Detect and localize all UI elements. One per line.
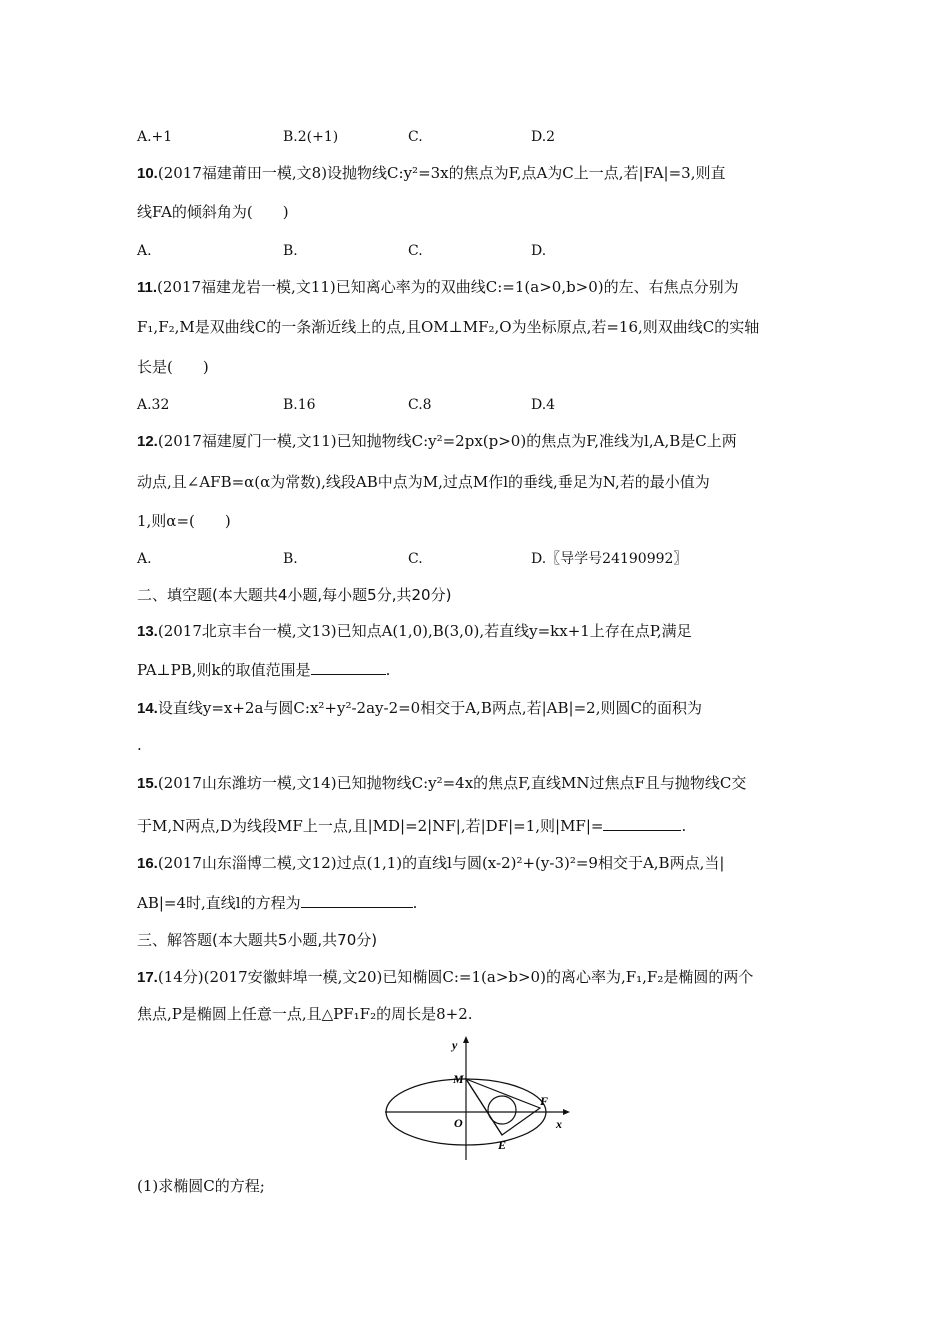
q14-line2: . xyxy=(137,736,142,754)
triangle-mfe xyxy=(466,1079,540,1135)
q11-line1 xyxy=(137,277,817,298)
q11-option-d: D.4 xyxy=(531,397,556,413)
section-solution-title: 三、解答题(本大题共5小题,共70分) xyxy=(137,931,378,949)
x-axis-arrow xyxy=(563,1109,570,1115)
q9-option-d: D.2 xyxy=(531,129,556,145)
q12-text1: (2017福建厦门一模,文11)已知抛物线C:y²=2px(p>0)的焦点为F,准线为l,A,B是C上两 xyxy=(157,432,737,450)
q13-text1: (2017北京丰台一模,文13)已知点A(1,0),B(3,0),若直线y=kx+1上存在点P,满足 xyxy=(157,622,692,640)
segment-me xyxy=(466,1079,502,1135)
q13-line2 xyxy=(137,660,817,680)
ellipse-diagram xyxy=(380,1035,580,1165)
q16-text1: (2017山东淄博二模,文12)过点(1,1)的直线l与圆(x-2)²+(y-3)²=9相交于A,B两点,当| xyxy=(157,854,725,872)
q12-number: 12. xyxy=(137,433,158,450)
q11-text1: (2017福建龙岩一模,文11)已知离心率为的双曲线C:=1(a>0,b>0)的左、右焦点分别为 xyxy=(157,278,739,296)
q10-option-d: D. xyxy=(531,243,547,259)
q15-answer-blank[interactable] xyxy=(603,816,681,831)
label-y: y xyxy=(452,1038,458,1052)
label-e: E xyxy=(498,1138,507,1152)
q17-number: 17. xyxy=(137,969,158,986)
q13-answer-blank[interactable] xyxy=(311,660,386,675)
q10-option-b: B. xyxy=(283,243,298,259)
q10-option-c: C. xyxy=(408,243,423,259)
q13-period: . xyxy=(385,661,391,679)
label-x: x xyxy=(556,1117,562,1131)
q11-line3: 长是( ) xyxy=(137,358,209,376)
q17-line1 xyxy=(137,967,817,988)
q12-option-c: C. xyxy=(408,551,423,567)
q15-text2: 于M,N两点,D为线段MF上一点,且|MD|=2|NF|,若|DF|=1,则|MF|= xyxy=(137,817,604,835)
q11-option-c: C.8 xyxy=(408,397,432,413)
q10-text1: (2017福建莆田一模,文8)设抛物线C:y²=3x的焦点为F,点A为C上一点,若|FA|=3,则直 xyxy=(157,164,726,182)
q11-line2: F₁,F₂,M是双曲线C的一条渐近线上的点,且OM⊥MF₂,O为坐标原点,若=16,则双曲线C的实轴 xyxy=(137,318,760,336)
q17-part1: (1)求椭圆C的方程; xyxy=(137,1177,265,1195)
ellipse-figure xyxy=(380,1035,580,1169)
q16-period: . xyxy=(412,894,418,912)
q15-period: . xyxy=(681,817,687,835)
q12-line2: 动点,且∠AFB=α(α为常数),线段AB中点为M,过点M作l的垂线,垂足为N,若的最小值为 xyxy=(137,473,710,491)
q14-line1 xyxy=(137,698,817,719)
label-m: M xyxy=(453,1072,464,1086)
q9-option-b: B.2(+1) xyxy=(283,129,339,145)
q10-line1 xyxy=(137,163,817,184)
q16-text2: AB|=4时,直线l的方程为 xyxy=(137,894,301,912)
incircle xyxy=(488,1096,516,1124)
q13-line1 xyxy=(137,621,817,642)
q15-line1 xyxy=(137,773,817,794)
y-axis-arrow xyxy=(463,1036,469,1043)
q11-option-a: A.32 xyxy=(137,397,170,413)
q10-number: 10. xyxy=(137,165,158,182)
q15-line2 xyxy=(137,816,817,836)
q11-number: 11. xyxy=(137,279,158,296)
q9-option-c: C. xyxy=(408,129,423,145)
label-o: O xyxy=(454,1116,463,1130)
section-fill-in-title: 二、填空题(本大题共4小题,每小题5分,共20分) xyxy=(137,586,452,604)
q17-line2: 焦点,P是椭圆上任意一点,且△PF₁F₂的周长是8+2. xyxy=(137,1005,473,1023)
q12-option-d: D.〖导学号24190992〗 xyxy=(531,551,688,567)
q10-option-a: A. xyxy=(137,243,152,259)
q16-line1 xyxy=(137,853,817,874)
q15-text1: (2017山东潍坊一模,文14)已知抛物线C:y²=4x的焦点F,直线MN过焦点F且与抛物线C交 xyxy=(157,774,747,792)
q10-line2: 线FA的倾斜角为( ) xyxy=(137,203,289,221)
q16-number: 16. xyxy=(137,855,158,872)
q12-option-b: B. xyxy=(283,551,298,567)
q16-line2 xyxy=(137,893,817,913)
q14-number: 14. xyxy=(137,700,158,717)
q12-option-a: A. xyxy=(137,551,152,567)
q16-answer-blank[interactable] xyxy=(301,893,413,908)
q15-number: 15. xyxy=(137,775,158,792)
q14-text1: 设直线y=x+2a与圆C:x²+y²-2ay-2=0相交于A,B两点,若|AB|=2,则圆C的面积为 xyxy=(157,699,702,717)
label-f: F xyxy=(540,1094,549,1108)
q11-option-b: B.16 xyxy=(283,397,316,413)
q13-text2: PA⊥PB,则k的取值范围是 xyxy=(137,661,311,679)
q12-line3: 1,则α=( ) xyxy=(137,512,231,530)
q13-number: 13. xyxy=(137,623,158,640)
q9-option-a: A.+1 xyxy=(137,129,173,145)
q12-line1 xyxy=(137,431,817,452)
q17-text1: (14分)(2017安徽蚌埠一模,文20)已知椭圆C:=1(a>b>0)的离心率为,F₁,F₂是椭圆的两个 xyxy=(157,968,754,986)
